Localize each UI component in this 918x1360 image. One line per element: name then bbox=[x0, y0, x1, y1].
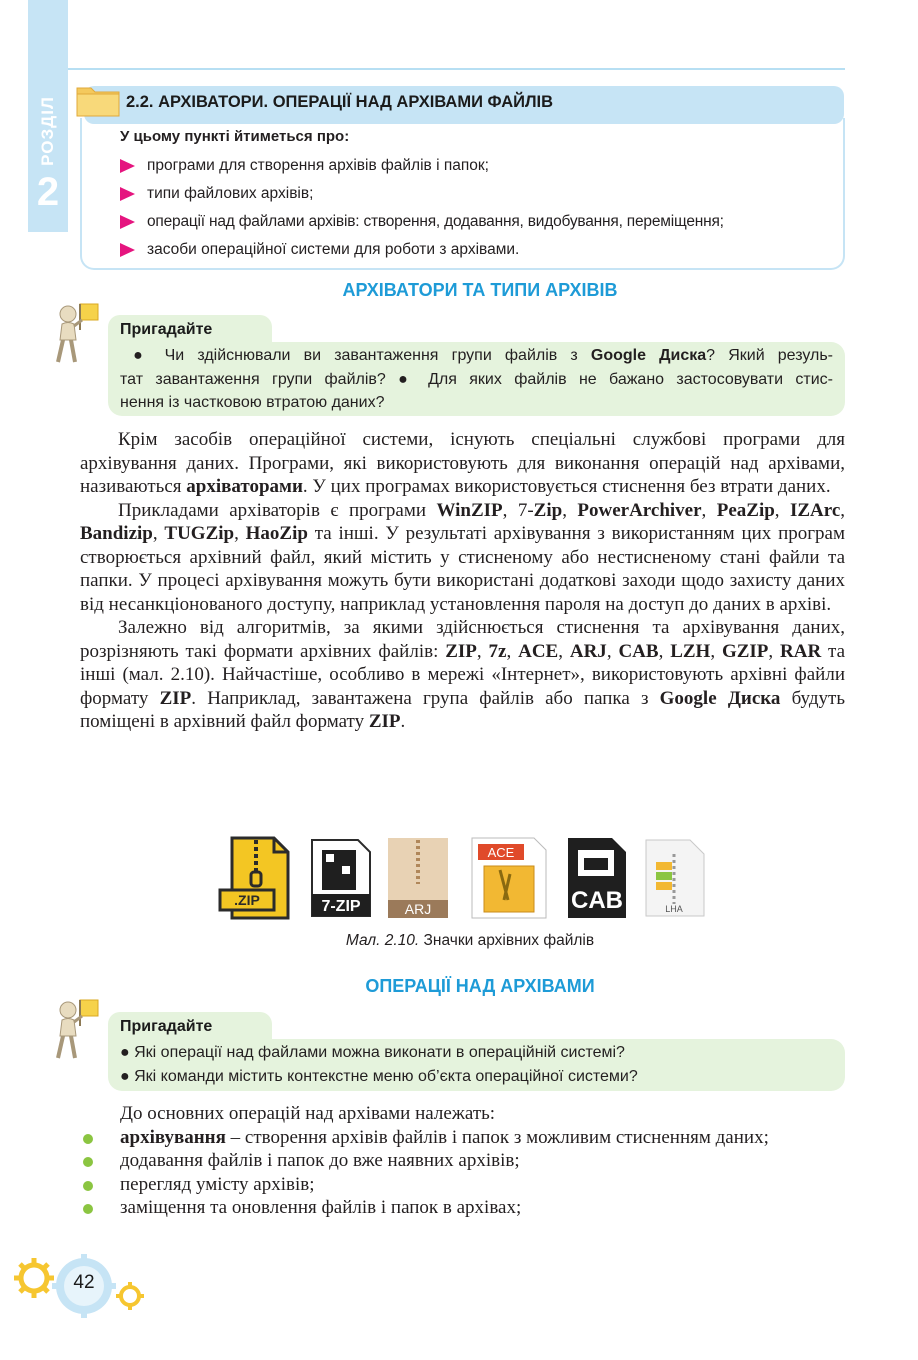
triangle-bullet-icon bbox=[120, 187, 135, 201]
recall-box: ● Чи здійснювали ви завантаження групи файлів з Google Диска? Який резуль- тат завантаження групи файлів? ● Для яких файлів не бажано застосовувати стис- нення із частковою втратою даних? bbox=[108, 342, 845, 416]
chapter-label: РОЗДІЛ bbox=[38, 96, 57, 166]
svg-text:ARJ: ARJ bbox=[404, 901, 432, 917]
paragraph: Прикладами архіваторів є програми WinZIP, 7-Zip, PowerArchiver, PeaZip, IZArc, Bandizip, TUGZip, HaoZip та інші. У результаті архівування з використанням цих програм створюється архівний файл, який містить у стисненому або нестисненому стані файли та папки. У процесі архівування можуть бути використані додаткові заходи щодо захисту даних від несанкціонованого доступу, наприклад установлення пароля на доступ до даних в архіві. bbox=[80, 499, 846, 615]
topic-item: типи файлових архівів; bbox=[120, 180, 842, 208]
svg-text:7-ZIP: 7-ZIP bbox=[321, 898, 361, 915]
folder-icon bbox=[74, 80, 124, 120]
bullet-icon bbox=[83, 1134, 93, 1144]
svg-text:ACE: ACE bbox=[487, 845, 515, 860]
body-text bbox=[80, 428, 845, 734]
arj-file-icon bbox=[388, 838, 448, 918]
paragraph: Крім засобів операційної системи, існують спеціальні службові програми для архівування даних. Програми, які використовують для виконання операцій над архівами, називаються архіваторами. У цих програмах використовується стиснення без втрати даних. bbox=[80, 429, 845, 497]
svg-text:CAB: CAB bbox=[571, 887, 623, 914]
bullet-icon bbox=[83, 1181, 93, 1191]
topic-item: операції над файлами архівів: створення, додавання, видобування, переміщення; bbox=[120, 208, 842, 236]
zip-file-icon bbox=[220, 838, 288, 918]
recall-label: Пригадайте bbox=[108, 315, 272, 345]
recall-label: Пригадайте bbox=[108, 1012, 272, 1042]
subsection-heading: АРХІВАТОРИ ТА ТИПИ АРХІВІВ bbox=[342, 280, 618, 300]
section-intro: У цьому пункті йтиметься про: bbox=[120, 128, 350, 145]
cab-file-icon bbox=[568, 838, 626, 918]
svg-text:.ZIP: .ZIP bbox=[234, 892, 260, 908]
triangle-bullet-icon bbox=[120, 215, 135, 229]
subsection-heading: ОПЕРАЦІЇ НАД АРХІВАМИ bbox=[365, 976, 595, 996]
list-item: перегляд умісту архівів; bbox=[80, 1173, 845, 1197]
topic-item: засоби операційної системи для роботи з архівами. bbox=[120, 236, 842, 264]
bullet-icon bbox=[83, 1157, 93, 1167]
svg-text:LHA: LHA bbox=[665, 904, 683, 914]
thinking-figure-icon bbox=[50, 996, 104, 1062]
operations-list bbox=[80, 1102, 845, 1220]
archive-icons-figure bbox=[218, 836, 708, 920]
list-intro: До основних операцій над архівами належать: bbox=[120, 1103, 496, 1124]
list-item: архівування – створення архівів файлів і папок з можливим стисненням даних; bbox=[80, 1126, 845, 1150]
figure-caption: Мал. 2.10. Значки архівних файлів bbox=[345, 932, 595, 949]
lha-file-icon bbox=[646, 840, 704, 916]
top-divider bbox=[68, 68, 845, 70]
page-number: 42 bbox=[73, 1272, 95, 1293]
chapter-number: 2 bbox=[36, 170, 60, 214]
bullet-icon bbox=[83, 1204, 93, 1214]
recall-box: ● Які операції над файлами можна виконати в операційній системі? ● Які команди містить контекстне меню об’єкта операційної системи? bbox=[108, 1039, 845, 1091]
thinking-figure-icon bbox=[50, 300, 104, 366]
ace-file-icon bbox=[472, 838, 546, 918]
topic-item: програми для створення архівів файлів і папок; bbox=[120, 152, 842, 180]
list-item: додавання файлів і папок до вже наявних архівів; bbox=[80, 1149, 845, 1173]
triangle-bullet-icon bbox=[120, 243, 135, 257]
triangle-bullet-icon bbox=[120, 159, 135, 173]
list-item: заміщення та оновлення файлів і папок в архівах; bbox=[80, 1196, 845, 1220]
7zip-file-icon bbox=[312, 840, 370, 916]
section-title: 2.2. АРХІВАТОРИ. ОПЕРАЦІЇ НАД АРХІВАМИ ФАЙЛІВ bbox=[126, 93, 554, 111]
topic-list bbox=[120, 152, 842, 264]
paragraph: Залежно від алгоритмів, за якими здійснюється стиснення та архівування даних, розрізняють такі формати архівних файлів: ZIP, 7z, ACE, ARJ, CAB, LZH, GZIP, RAR та інші (мал. 2.10). Найчастіше, особливо в мережі «Інтернет», використовують архівні файли формату ZIP. Наприклад, завантажена група файлів або папка з Google Диска будуть поміщені в архівний файл формату ZIP. bbox=[80, 617, 846, 732]
